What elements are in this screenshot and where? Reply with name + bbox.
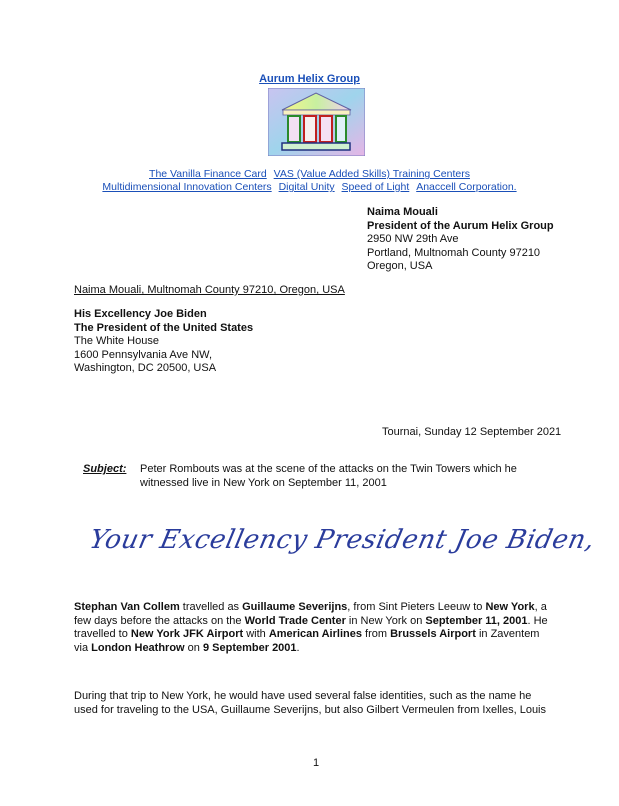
header-links-row-2: [0, 181, 619, 193]
text-run: via: [74, 641, 92, 654]
bold-text-run: New York JFK Airport: [130, 628, 244, 640]
return-address-line: Naima Mouali, Multnomah County 97210, Oregon, USA: [74, 284, 345, 296]
text-run: with: [243, 628, 269, 640]
subject-label: Subject:: [83, 463, 127, 475]
handwritten-salutation: Your Excellency President Joe Biden,: [86, 525, 598, 555]
text-run: travelled to: [74, 628, 131, 640]
subject-line-1: Peter Rombouts was at the scene of the attacks on the Twin Towers which he: [140, 463, 517, 475]
bold-text-run: World Trade Center: [244, 614, 346, 627]
text-run: in New York on: [345, 614, 426, 627]
subject-line-2: witnessed live in New York on September 11, 2001: [140, 476, 387, 489]
text-run: few days before the attacks on the: [74, 614, 245, 627]
paragraph-2: [74, 690, 554, 717]
paragraph-1: [74, 601, 554, 655]
date-line: Tournai, Sunday 12 September 2021: [382, 426, 562, 438]
bold-text-run: 9 September 2001: [202, 641, 297, 654]
sender-name: Naima Mouali: [367, 206, 438, 218]
header-links-row-1: [0, 168, 619, 180]
org-name-link[interactable]: Aurum Helix Group: [259, 73, 360, 85]
paragraph-1-line-3: [74, 628, 554, 642]
paragraph-2-line-2: used for traveling to the USA, Guillaume Severijns, but also Gilbert Vermeulen from Ixelles, Louis: [74, 703, 547, 716]
text-run: from: [361, 628, 391, 640]
recipient-line-3: The White House: [74, 335, 159, 347]
bold-text-run: Brussels Airport: [390, 628, 476, 640]
link-vas-training-centers[interactable]: VAS (Value Added Skills) Training Centers: [273, 168, 470, 180]
sender-address-1: 2950 NW 29th Ave: [367, 233, 459, 245]
bold-text-run: London Heathrow: [91, 641, 185, 654]
link-digital-unity[interactable]: Digital Unity: [278, 181, 335, 193]
recipient-line-2: The President of the United States: [74, 321, 254, 334]
bold-text-run: Guillaume Severijns: [242, 601, 348, 613]
recipient-line-1: His Excellency Joe Biden: [74, 308, 207, 320]
text-run: , a: [534, 601, 547, 613]
sender-address-3: Oregon, USA: [367, 260, 433, 272]
paragraph-1-line-2: [74, 615, 554, 629]
paragraph-2-line-1: During that trip to New York, he would have used several false identities, such as the name he: [74, 690, 532, 702]
recipient-line-5: Washington, DC 20500, USA: [74, 362, 217, 374]
text-run: . He: [527, 614, 548, 627]
sender-block: [367, 206, 554, 274]
link-speed-of-light[interactable]: Speed of Light: [341, 181, 410, 193]
page-number: 1: [313, 757, 320, 769]
text-run: travelled as: [179, 601, 243, 613]
text-run: in Zaventem: [475, 628, 540, 640]
paragraph-1-line-4: [74, 642, 554, 656]
sender-address-2: Portland, Multnomah County 97210: [367, 246, 541, 259]
bold-text-run: New York: [485, 601, 535, 613]
text-run: , from Sint Pieters Leeuw to: [347, 601, 486, 613]
bold-text-run: Stephan Van Collem: [74, 601, 180, 613]
paragraph-1-line-1: [74, 601, 554, 615]
recipient-block: [74, 308, 253, 376]
text-run: on: [184, 641, 203, 654]
sender-title: President of the Aurum Helix Group: [367, 219, 554, 232]
recipient-line-4: 1600 Pennsylvania Ave NW,: [74, 348, 212, 361]
bold-text-run: September 11, 2001: [425, 614, 528, 627]
org-header: [0, 73, 619, 85]
org-logo: [268, 88, 365, 156]
link-vanilla-finance-card[interactable]: The Vanilla Finance Card: [149, 168, 267, 180]
link-multidimensional-innovation-centers[interactable]: Multidimensional Innovation Centers: [102, 181, 272, 193]
text-run: .: [296, 641, 300, 654]
bold-text-run: American Airlines: [268, 628, 362, 640]
subject-text: [140, 463, 517, 490]
link-anaccell-corporation[interactable]: Anaccell Corporation.: [416, 181, 517, 193]
